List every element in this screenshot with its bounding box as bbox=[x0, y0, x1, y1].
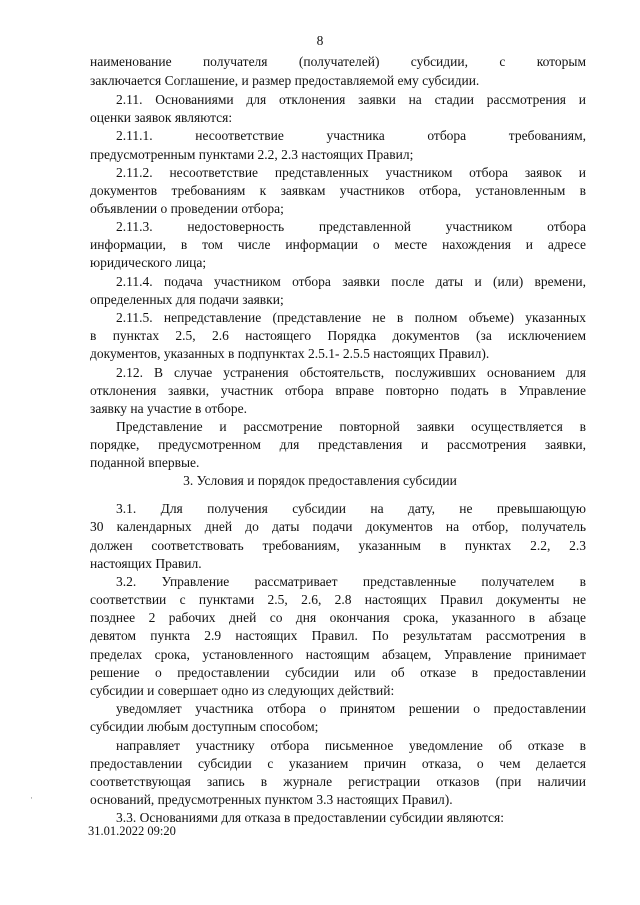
footer-timestamp: 31.01.2022 09:20 bbox=[88, 824, 176, 838]
margin-mark: · bbox=[30, 793, 33, 803]
text-line: 3.1. Для получения субсидии на дату, не превышающую bbox=[116, 501, 586, 516]
text-line: 2.11.5. непредставление (представление не в полном объеме) указанных bbox=[116, 310, 586, 325]
text-line: порядке, предусмотренном для представления и рассмотрения заявки, bbox=[90, 437, 586, 452]
text-line: 2.11.2. несоответствие представленных участником отбора заявок и bbox=[116, 165, 586, 180]
text-line: наименование получателя (получателей) субсидии, с которым bbox=[90, 54, 586, 69]
text-line: соответствующая запись в журнале регистрации отказов (при наличии bbox=[90, 774, 586, 789]
text-line: пределах срока, установленного настоящим абзацем, Управление принимает bbox=[90, 647, 586, 662]
text-line: 2.11.3. недостоверность представленной участником отбора bbox=[116, 219, 586, 234]
text-line: уведомляет участника отбора о принятом решении о предоставлении bbox=[116, 701, 586, 716]
text-line: документов требованиям к заявкам участников отбора, установленным в bbox=[90, 183, 586, 198]
text-line: предоставлении субсидии с указанием причин отказа, о чем делается bbox=[90, 756, 586, 771]
text-line: 2.12. В случае устранения обстоятельств, послуживших основанием для bbox=[116, 365, 586, 380]
text-line: 3.2. Управление рассматривает представленные получателем в bbox=[116, 574, 586, 589]
text-line: 2.11.4. подача участником отбора заявки после даты и (или) времени, bbox=[116, 274, 586, 289]
text-line: Представление и рассмотрение повторной заявки осуществляется в bbox=[116, 419, 586, 434]
text-line: оценки заявок являются: bbox=[90, 110, 233, 125]
text-line: субсидии любым доступным способом; bbox=[90, 719, 319, 734]
text-line: направляет участнику отбора письменное уведомление об отказе в bbox=[116, 738, 586, 753]
text-line: документов, указанных в подпунктах 2.5.1- 2.5.5 настоящих Правил). bbox=[90, 346, 490, 361]
text-line: заявку на участие в отборе. bbox=[90, 401, 247, 416]
page-number: 8 bbox=[316, 33, 324, 48]
text-line: заключается Соглашение, и размер предоставляемой ему субсидии. bbox=[90, 73, 480, 88]
text-line: юридического лица; bbox=[90, 255, 207, 270]
text-line: должен соответствовать требованиям, указанным в пунктах 2.2, 2.3 bbox=[90, 538, 586, 553]
text-line: оснований, предусмотренных пунктом 3.3 настоящих Правил). bbox=[90, 792, 453, 807]
text-line: объявлении о проведении отбора; bbox=[90, 201, 284, 216]
text-line: 30 календарных дней до даты подачи документов на отбор, получатель bbox=[90, 519, 586, 534]
text-line: настоящих Правил. bbox=[90, 556, 202, 571]
section-heading: 3. Условия и порядок предоставления субсидии bbox=[183, 473, 457, 488]
text-line: соответствии с пунктами 2.5, 2.6, 2.8 настоящих Правил документы не bbox=[90, 592, 586, 607]
text-line: 3.3. Основаниями для отказа в предоставлении субсидии являются: bbox=[116, 810, 504, 825]
text-line: поданной впервые. bbox=[90, 455, 200, 470]
text-line: 2.11. Основаниями для отклонения заявки на стадии рассмотрения и bbox=[116, 92, 586, 107]
text-line: девятом пункта 2.9 настоящих Правил. По результатам рассмотрения в bbox=[90, 628, 586, 643]
text-line: в пунктах 2.5, 2.6 настоящего Порядка документов (за исключением bbox=[90, 328, 586, 343]
text-line: предусмотренным пунктами 2.2, 2.3 настоящих Правил; bbox=[90, 147, 414, 162]
text-line: информации, в том числе информации о месте нахождения и адресе bbox=[90, 237, 586, 252]
text-line: отклонения заявки, участник отбора вправе повторно подать в Управление bbox=[90, 383, 586, 398]
text-line: решение о предоставлении субсидии или об отказе в предоставлении bbox=[90, 665, 586, 680]
text-line: определенных для подачи заявки; bbox=[90, 292, 284, 307]
text-line: 2.11.1. несоответствие участника отбора требованиям, bbox=[116, 128, 586, 143]
text-line: позднее 2 рабочих дней со дня окончания срока, указанного в абзаце bbox=[90, 610, 586, 625]
text-line: субсидии и совершает одно из следующих действий: bbox=[90, 683, 395, 698]
